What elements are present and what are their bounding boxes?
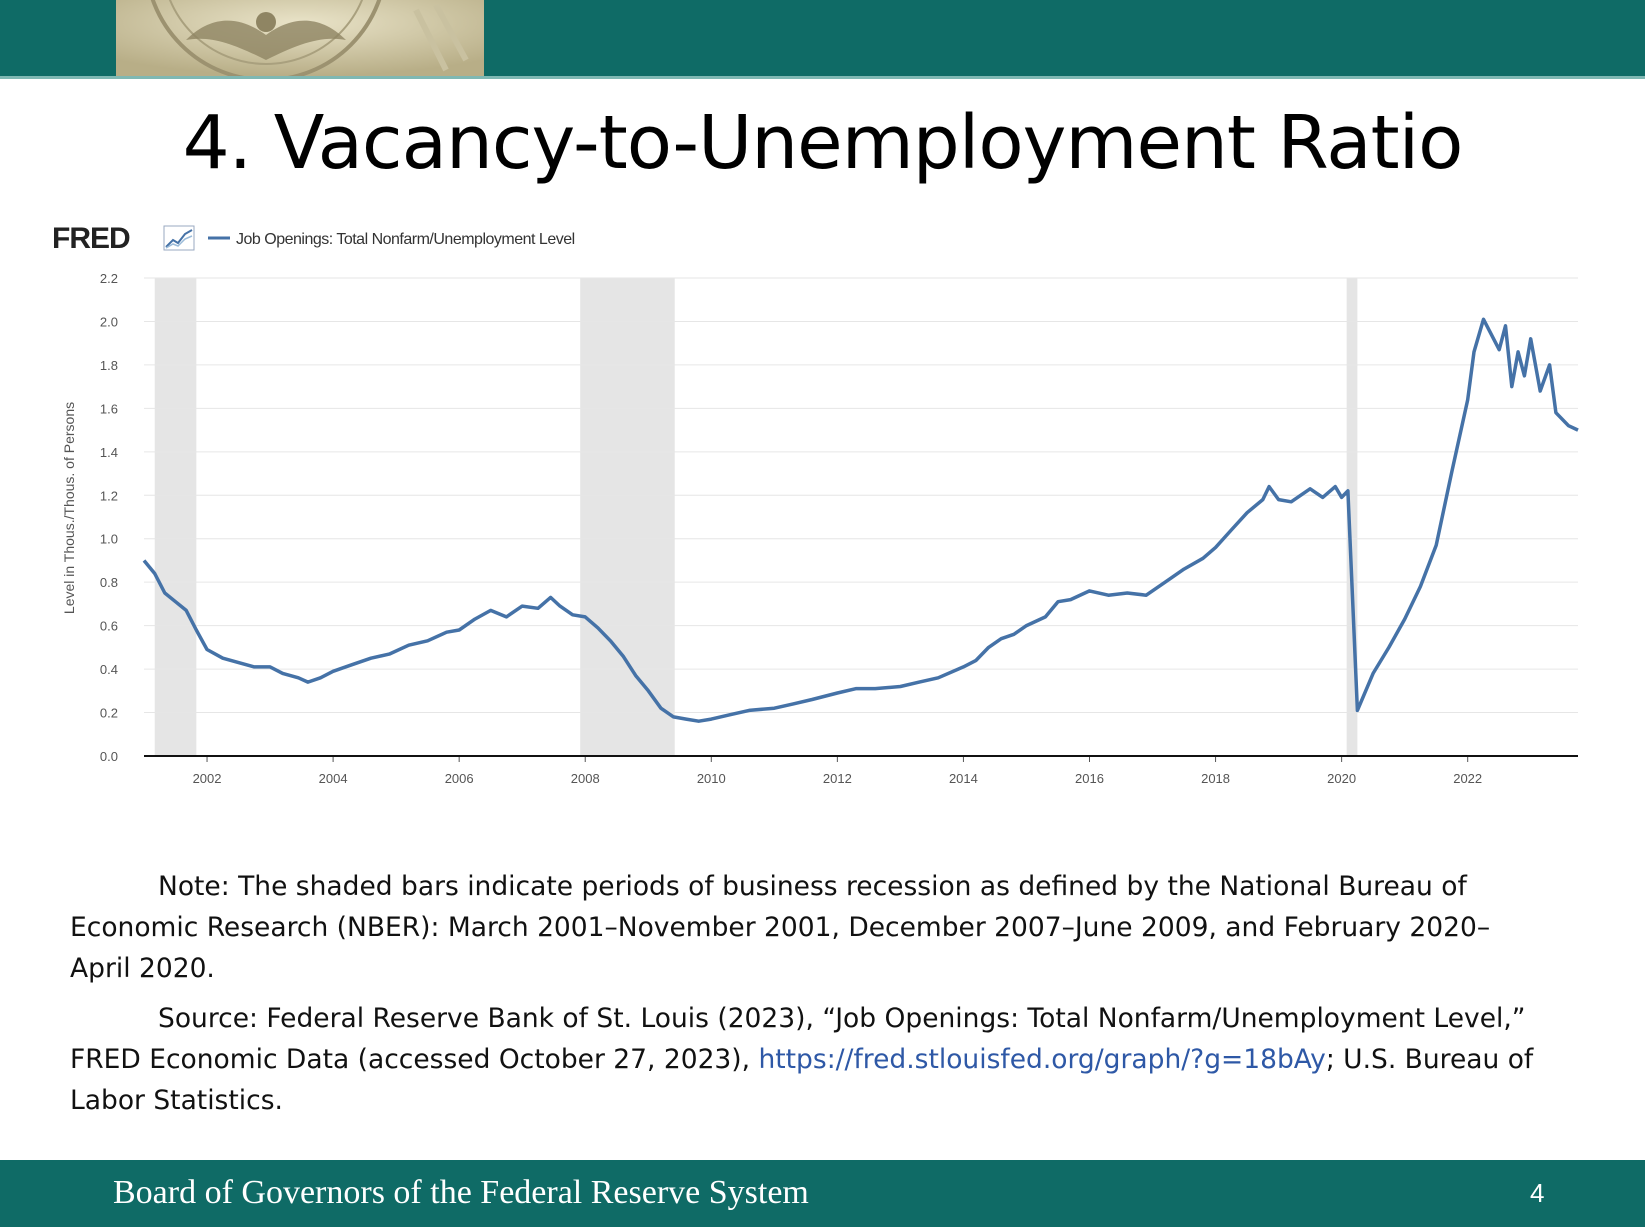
x-tick-label: 2010	[696, 771, 726, 786]
series-line	[144, 319, 1578, 721]
note-paragraph: Note: The shaded bars indicate periods of business recession as defined by the National Bureau of Economic Research (NBER): March 2001–November 2001, December 2007–June 2009, and February 2020–April 2020.	[70, 871, 1491, 984]
federal-reserve-seal-icon	[116, 0, 484, 76]
source-link[interactable]: https://fred.stlouisfed.org/graph/?g=18bAy	[758, 1044, 1326, 1075]
source-text: Source: Federal Reserve Bank of St. Louis (2023), “Job Openings: Total Nonfarm/Unemployment Level,” FRED Economic Data (accessed October 27, 2023),	[70, 1003, 1526, 1075]
footer-bar	[0, 1160, 1645, 1227]
recession-shading	[155, 278, 1358, 756]
y-tick-label: 1.2	[99, 488, 118, 504]
header-bar	[0, 0, 1645, 76]
y-tick-label: 0.6	[99, 618, 118, 634]
fred-graph-icon	[164, 226, 194, 250]
x-tick-label: 2016	[1075, 771, 1104, 786]
x-tick-label: 2014	[948, 771, 978, 786]
recession-bar	[155, 278, 197, 756]
y-tick-label: 1.6	[99, 401, 118, 417]
y-tick-label: 0.0	[99, 749, 118, 764]
page-number: 4	[1530, 1178, 1545, 1208]
y-tick-label: 0.8	[99, 575, 118, 591]
x-tick-label: 2012	[822, 771, 852, 786]
fred-logo: FRED	[52, 222, 130, 255]
recession-bar	[580, 278, 675, 756]
y-tick-labels	[100, 271, 118, 764]
x-tick-label: 2020	[1327, 771, 1357, 786]
x-tick-label: 2022	[1453, 771, 1483, 786]
x-tick-label: 2002	[192, 771, 222, 786]
header-divider	[0, 76, 1645, 79]
x-tick-labels	[193, 756, 1483, 786]
x-tick-label: 2004	[318, 771, 348, 786]
y-tick-label: 0.4	[99, 662, 118, 678]
y-tick-label: 0.2	[99, 705, 118, 721]
x-tick-label: 2018	[1201, 771, 1231, 786]
chart-header	[52, 222, 575, 255]
y-tick-label: 1.8	[99, 357, 118, 373]
x-tick-label: 2008	[570, 771, 600, 786]
y-axis-label: Level in Thous./Thous. of Persons	[61, 401, 77, 615]
y-tick-label: 2.0	[99, 314, 118, 330]
gridlines	[144, 278, 1578, 713]
slide-title: 4. Vacancy-to-Unemployment Ratio	[182, 100, 1463, 186]
legend-label: Job Openings: Total Nonfarm/Unemployment Level	[236, 231, 575, 248]
source-paragraph	[70, 998, 1540, 1121]
y-tick-label: 1.0	[99, 531, 118, 547]
fred-chart	[40, 212, 1600, 812]
x-tick-label: 2006	[444, 771, 474, 786]
source-text-end: ; U.S. Bureau of Labor Statistics.	[70, 1044, 1534, 1116]
y-tick-label: 2.2	[99, 271, 118, 286]
y-tick-label: 1.4	[99, 444, 118, 460]
note-block	[70, 866, 1540, 1130]
footer-title: Board of Governors of the Federal Reserve System	[113, 1174, 809, 1211]
